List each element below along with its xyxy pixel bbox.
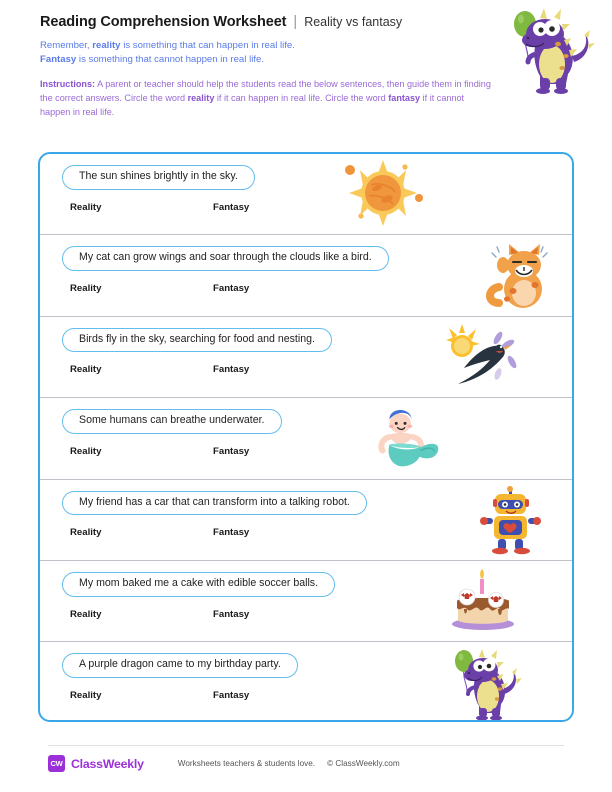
choice-fantasy[interactable]: Fantasy: [213, 364, 250, 376]
instructions-block: [40, 78, 495, 119]
question-sentence: My cat can grow wings and soar through the clouds like a bird.: [62, 246, 389, 271]
choice-fantasy[interactable]: Fantasy: [213, 527, 250, 539]
question-sentence: Some humans can breathe underwater.: [62, 409, 282, 434]
merman-icon: [365, 400, 445, 472]
question-row: [40, 480, 572, 561]
questions-card: [38, 152, 574, 722]
remember-note: [40, 39, 470, 67]
choice-reality[interactable]: Reality: [70, 364, 102, 376]
choice-reality[interactable]: Reality: [70, 201, 102, 213]
question-sentence: Birds fly in the sky, searching for food and nesting.: [62, 328, 332, 353]
choice-fantasy[interactable]: Fantasy: [213, 283, 250, 295]
choice-reality[interactable]: Reality: [70, 689, 102, 701]
title-separator: |: [293, 14, 298, 30]
footer-copyright: © ClassWeekly.com: [327, 759, 400, 768]
question-sentence: My mom baked me a cake with edible soccer balls.: [62, 572, 335, 597]
instructions-text-3: if it cannot happen in real life.: [40, 93, 465, 117]
instructions-text-2: if it can happen in real life. Circle the word: [214, 93, 389, 104]
question-sentence: The sun shines brightly in the sky.: [62, 165, 255, 190]
header-dragon-illustration: [488, 2, 606, 94]
footer-tagline: Worksheets teachers & students love.: [177, 759, 316, 768]
question-sentence: A purple dragon came to my birthday party.: [62, 653, 298, 678]
question-row: [40, 398, 572, 479]
choice-fantasy[interactable]: Fantasy: [213, 689, 250, 701]
sun-icon: [335, 158, 435, 230]
brand-name: ClassWeekly: [71, 756, 144, 771]
choice-fantasy[interactable]: Fantasy: [213, 608, 250, 620]
instructions-bold-reality: reality: [187, 93, 215, 104]
footer-divider: [48, 745, 564, 746]
choice-fantasy[interactable]: Fantasy: [213, 445, 250, 457]
remember-line-2-post: is something that cannot happen in real life.: [76, 54, 264, 66]
remember-bold-reality: reality: [92, 40, 121, 51]
remember-bold-fantasy: Fantasy: [40, 54, 77, 66]
choice-reality[interactable]: Reality: [70, 445, 102, 457]
question-row: [40, 154, 572, 235]
remember-line-1-pre: Remember,: [40, 40, 93, 51]
title-subtitle: Reality vs fantasy: [304, 15, 403, 29]
choice-reality[interactable]: Reality: [70, 608, 102, 620]
answer-choices: [62, 202, 572, 213]
worksheet-header: [0, 0, 612, 140]
instructions-label: Instructions:: [40, 79, 96, 90]
question-sentence: My friend has a car that can transform into a talking robot.: [62, 491, 367, 516]
answer-choices: [62, 446, 572, 457]
question-row: [40, 561, 572, 642]
robot-icon: [479, 485, 543, 557]
choice-reality[interactable]: Reality: [70, 283, 102, 295]
choice-reality[interactable]: Reality: [70, 527, 102, 539]
question-row: [40, 642, 572, 722]
instructions-text-1: A parent or teacher should help the students read the below sentences, then guide them in finding the correct answers. Circle the word: [40, 79, 491, 104]
question-row: [40, 235, 572, 316]
bird-icon: [440, 321, 530, 393]
question-row: [40, 317, 572, 398]
instructions-bold-fantasy: fantasy: [388, 93, 421, 104]
cat-icon: [483, 241, 553, 313]
cake-icon: [440, 565, 526, 637]
classweekly-logo-icon: CW: [48, 755, 65, 772]
remember-line-1-post: is something that can happen in real life.: [120, 40, 295, 51]
dragon-icon: [438, 644, 528, 720]
choice-fantasy[interactable]: Fantasy: [213, 201, 250, 213]
title-main: Reading Comprehension Worksheet: [40, 14, 287, 30]
worksheet-footer: [48, 745, 564, 772]
